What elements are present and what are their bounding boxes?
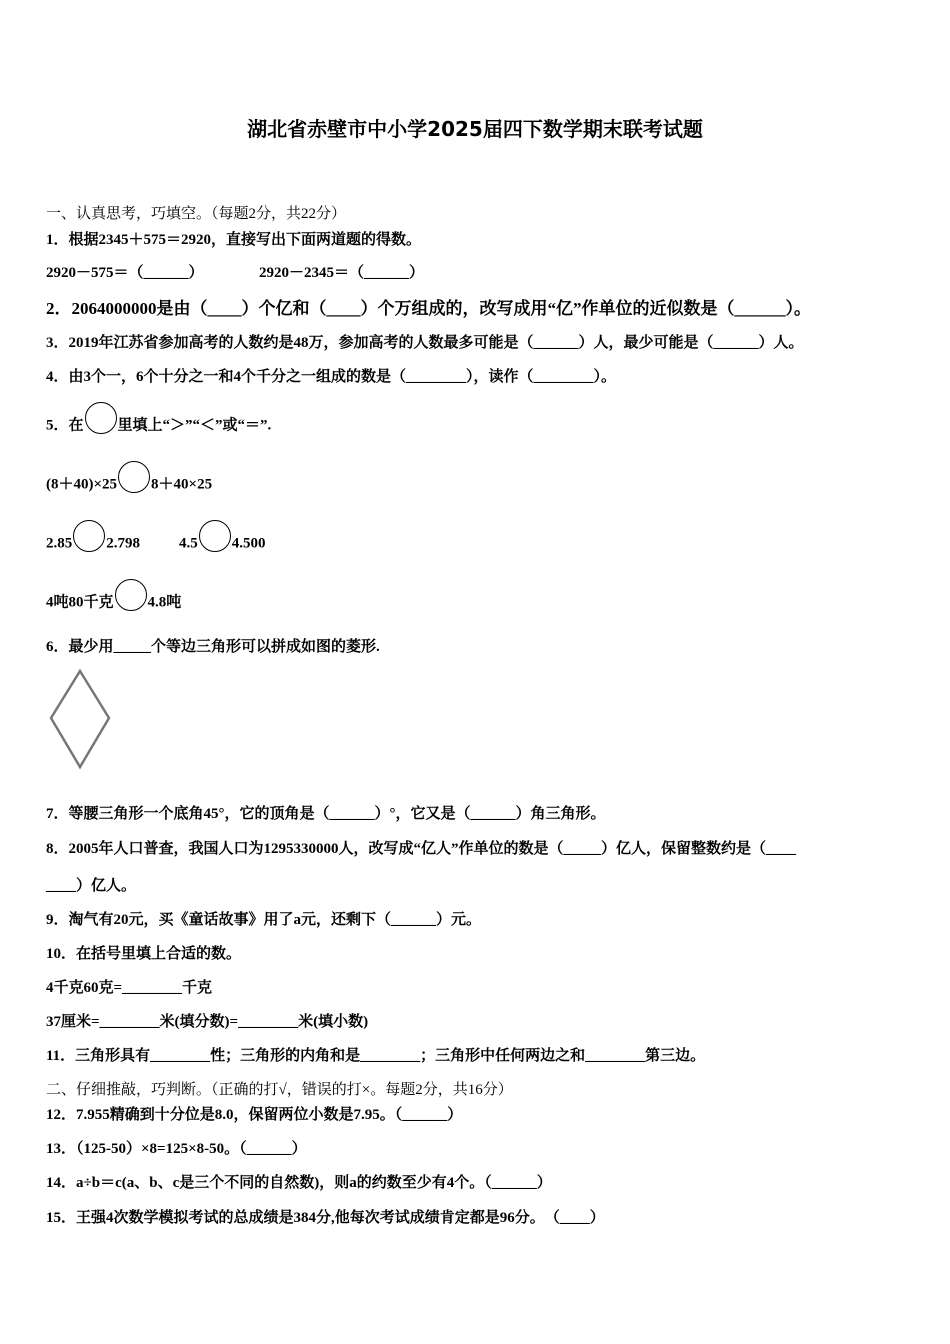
answer-circle[interactable] [199, 520, 231, 552]
page-title: 湖北省赤壁市中小学2025届四下数学期末联考试题 [247, 117, 703, 141]
section-1-heading: 一、认真思考，巧填空。（每题2分，共22分） [46, 206, 347, 222]
expr-left: (8＋40)×25 [46, 476, 118, 493]
question-13: 13．（125-50）×8=125×8-50。（______） [46, 1141, 307, 1157]
question-10b: 37厘米=________米(填分数)=________米(填小数) [46, 1014, 369, 1030]
answer-circle[interactable] [118, 461, 150, 493]
question-5-prefix: 5．在 [46, 417, 84, 434]
question-5d [46, 587, 181, 619]
question-2: 2．2064000000是由（____）个亿和（____）个万组成的，改写成用“亿”作单位的近似数是（______）。 [46, 299, 811, 318]
expr-right: 2.798 [106, 535, 140, 552]
question-1a: 2920－575＝（______） [46, 265, 204, 281]
expr-right: 4.8吨 [147, 594, 182, 611]
question-1b: 2920－2345＝（______） [259, 265, 425, 281]
question-5 [46, 410, 271, 442]
question-5a [46, 469, 212, 501]
question-3: 3．2019年江苏省参加高考的人数约是48万，参加高考的人数最多可能是（______）人，最少可能是（______）人。 [46, 335, 804, 351]
question-6: 6．最少用_____个等边三角形可以拼成如图的菱形. [46, 639, 380, 655]
question-9: 9．淘气有20元，买《童话故事》用了a元，还剩下（______）元。 [46, 912, 482, 928]
expr-left: 4.5 [179, 535, 198, 552]
question-10a: 4千克60克=________千克 [46, 980, 213, 996]
question-5-suffix: 里填上“＞”“＜”或“＝”. [117, 417, 272, 434]
section-2-heading: 二、仔细推敲，巧判断。（正确的打√，错误的打×。每题2分，共16分） [46, 1082, 513, 1098]
expr-right: 4.500 [231, 535, 266, 552]
question-5c [179, 528, 266, 560]
question-10: 10．在括号里填上合适的数。 [46, 946, 242, 962]
answer-circle[interactable] [115, 579, 147, 611]
question-8: 8．2005年人口普查，我国人口为1295330000人，改写成“亿人”作单位的数是（_____）亿人，保留整数约是（____ [46, 841, 797, 857]
question-5b [46, 528, 140, 560]
answer-circle[interactable] [73, 520, 105, 552]
expr-left: 2.85 [46, 535, 73, 552]
expr-right: 8＋40×25 [151, 476, 213, 493]
question-7: 7．等腰三角形一个底角45°，它的顶角是（______）°，它又是（______）角三角形。 [46, 806, 606, 822]
question-14: 14．a÷b＝c(a、b、c是三个不同的自然数)，则a的约数至少有4个。（______） [46, 1175, 552, 1191]
rhombus-figure [46, 668, 114, 772]
comparison-circle-icon [85, 402, 117, 434]
question-8-cont: ____）亿人。 [46, 878, 137, 894]
question-12: 12．7.955精确到十分位是8.0，保留两位小数是7.95。（______） [46, 1107, 463, 1123]
question-1: 1．根据2345＋575＝2920，直接写出下面两道题的得数。 [46, 232, 422, 248]
question-4: 4．由3个一，6个十分之一和4个千分之一组成的数是（________），读作（________）。 [46, 369, 617, 385]
question-15: 15．王强4次数学模拟考试的总成绩是384分,他每次考试成绩肯定都是96分。 （____） [46, 1210, 605, 1226]
expr-left: 4吨80千克 [46, 594, 114, 611]
question-11: 11．三角形具有________性；三角形的内角和是________；三角形中任何两边之和________第三边。 [46, 1048, 706, 1064]
rhombus-shape [51, 671, 109, 767]
